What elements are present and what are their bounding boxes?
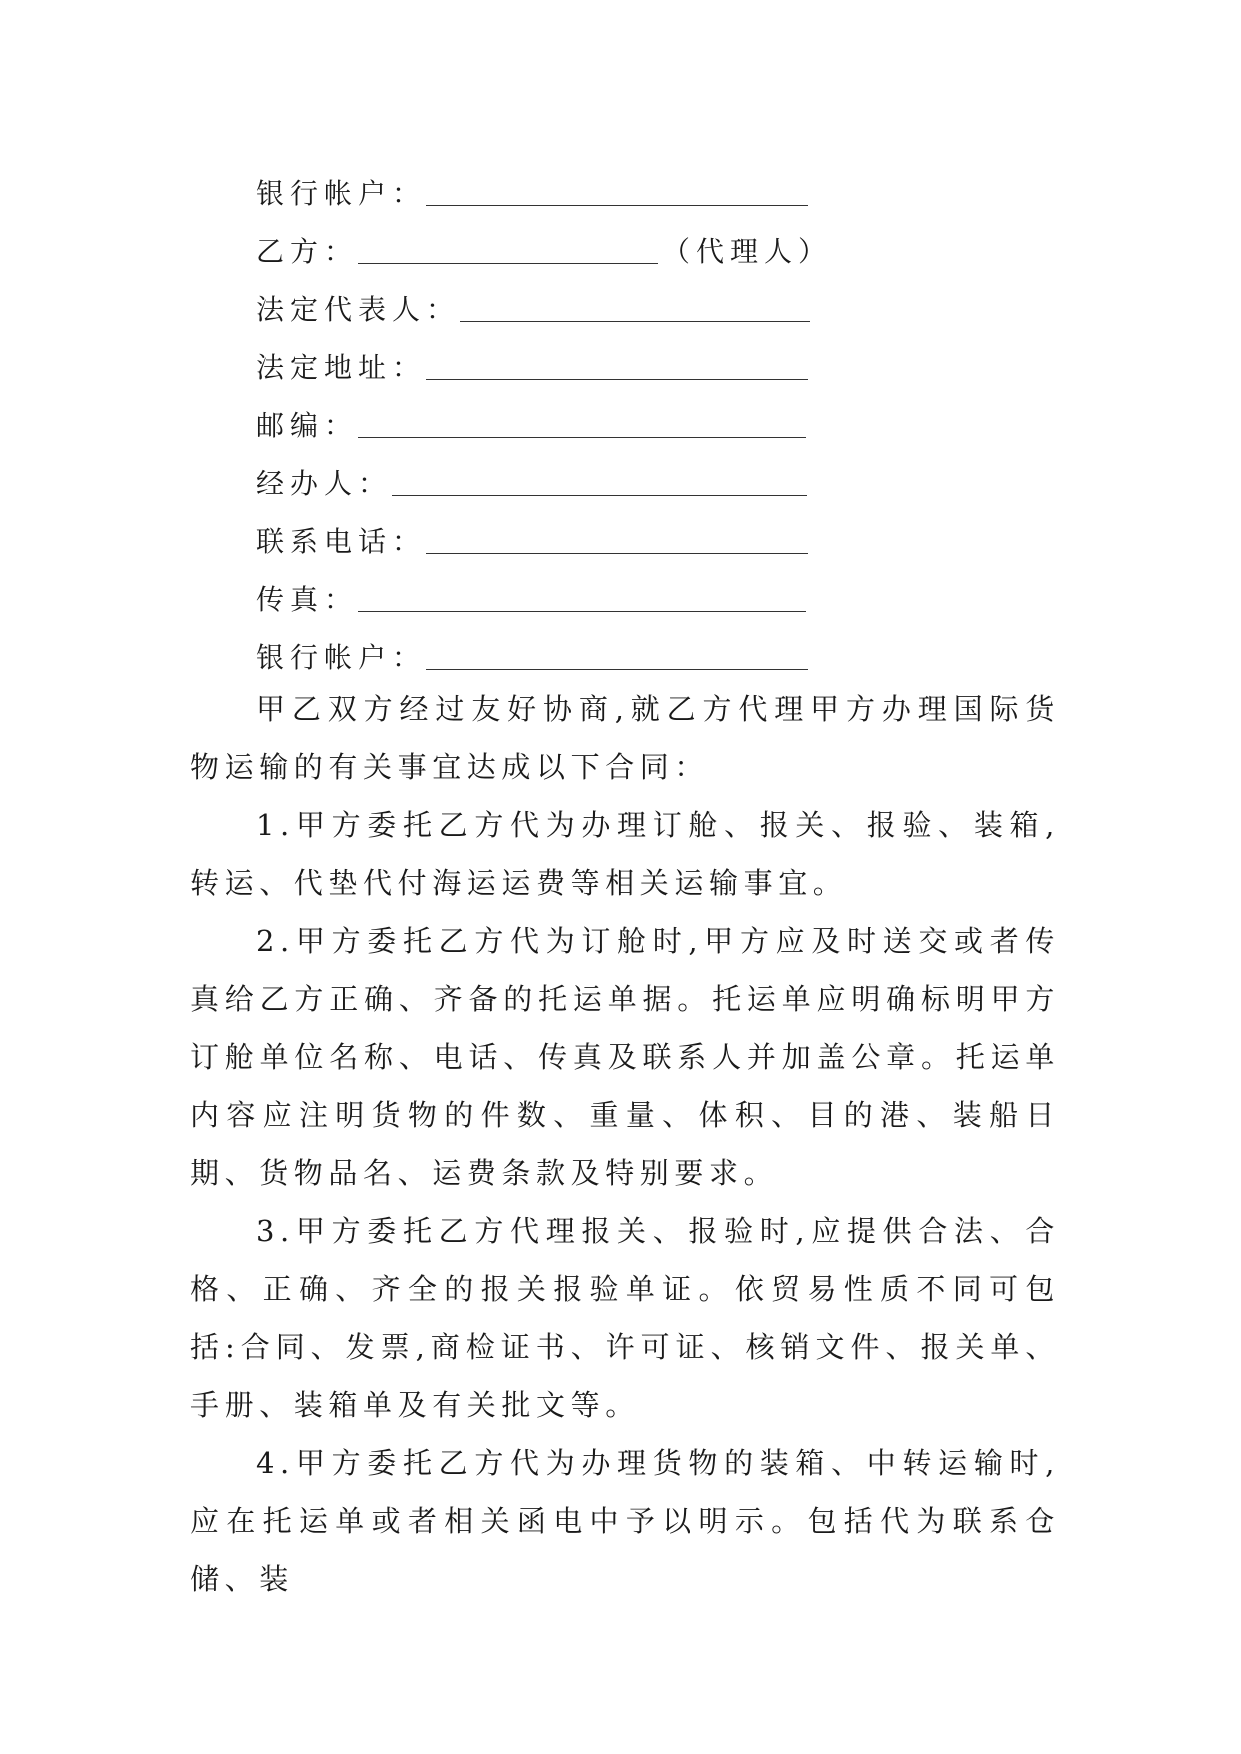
field-handler (256, 452, 807, 502)
field-legal-representative (256, 278, 810, 328)
fill-in-blank[interactable] (392, 459, 807, 496)
paragraph-clause-1: 1.甲方委托乙方代为办理订舱、报关、报验、装箱,转运、代垫代付海运运费等相关运输事宜。 (190, 808, 1060, 900)
field-postal-code (256, 394, 806, 444)
field-label: 传真： (256, 583, 359, 616)
field-bank-account-a (256, 162, 808, 212)
fill-in-blank[interactable] (358, 227, 658, 264)
fill-in-blank[interactable] (358, 401, 806, 438)
field-label: 邮编： (256, 409, 359, 442)
field-bank-account-b (256, 626, 808, 676)
field-label: 联系电话： (256, 525, 427, 558)
field-label: 乙方： (256, 235, 359, 268)
field-label: 银行帐户： (256, 177, 427, 210)
field-party-b (256, 220, 832, 270)
field-label: 经办人： (256, 467, 393, 500)
fill-in-blank[interactable] (426, 169, 808, 206)
field-label: 银行帐户： (256, 641, 427, 674)
paragraph-intro: 甲乙双方经过友好协商,就乙方代理甲方办理国际货物运输的有关事宜达成以下合同： (190, 692, 1060, 784)
paragraph-clause-3: 3.甲方委托乙方代理报关、报验时,应提供合法、合格、正确、齐全的报关报验单证。依贸易性质不同可包括:合同、发票,商检证书、许可证、核销文件、报关单、手册、装箱单及有关批文等。 (190, 1214, 1060, 1422)
paragraph-clause-4: 4.甲方委托乙方代为办理货物的装箱、中转运输时,应在托运单或者相关函电中予以明示。包括代为联系仓储、装 (190, 1446, 1060, 1596)
field-phone (256, 510, 808, 560)
paragraph-clause-2: 2.甲方委托乙方代为订舱时,甲方应及时送交或者传真给乙方正确、齐备的托运单据。托运单应明确标明甲方订舱单位名称、电话、传真及联系人并加盖公章。托运单内容应注明货物的件数、重量、体积、目的港、装船日期、货物品名、运费条款及特别要求。 (190, 924, 1060, 1190)
fill-in-blank[interactable] (426, 633, 808, 670)
field-legal-address (256, 336, 808, 386)
fill-in-blank[interactable] (460, 285, 810, 322)
field-suffix: （代理人） (662, 235, 833, 268)
field-label: 法定地址： (256, 351, 427, 384)
field-label: 法定代表人： (256, 293, 461, 326)
field-fax (256, 568, 806, 618)
fill-in-blank[interactable] (426, 517, 808, 554)
fill-in-blank[interactable] (426, 343, 808, 380)
fill-in-blank[interactable] (358, 575, 806, 612)
